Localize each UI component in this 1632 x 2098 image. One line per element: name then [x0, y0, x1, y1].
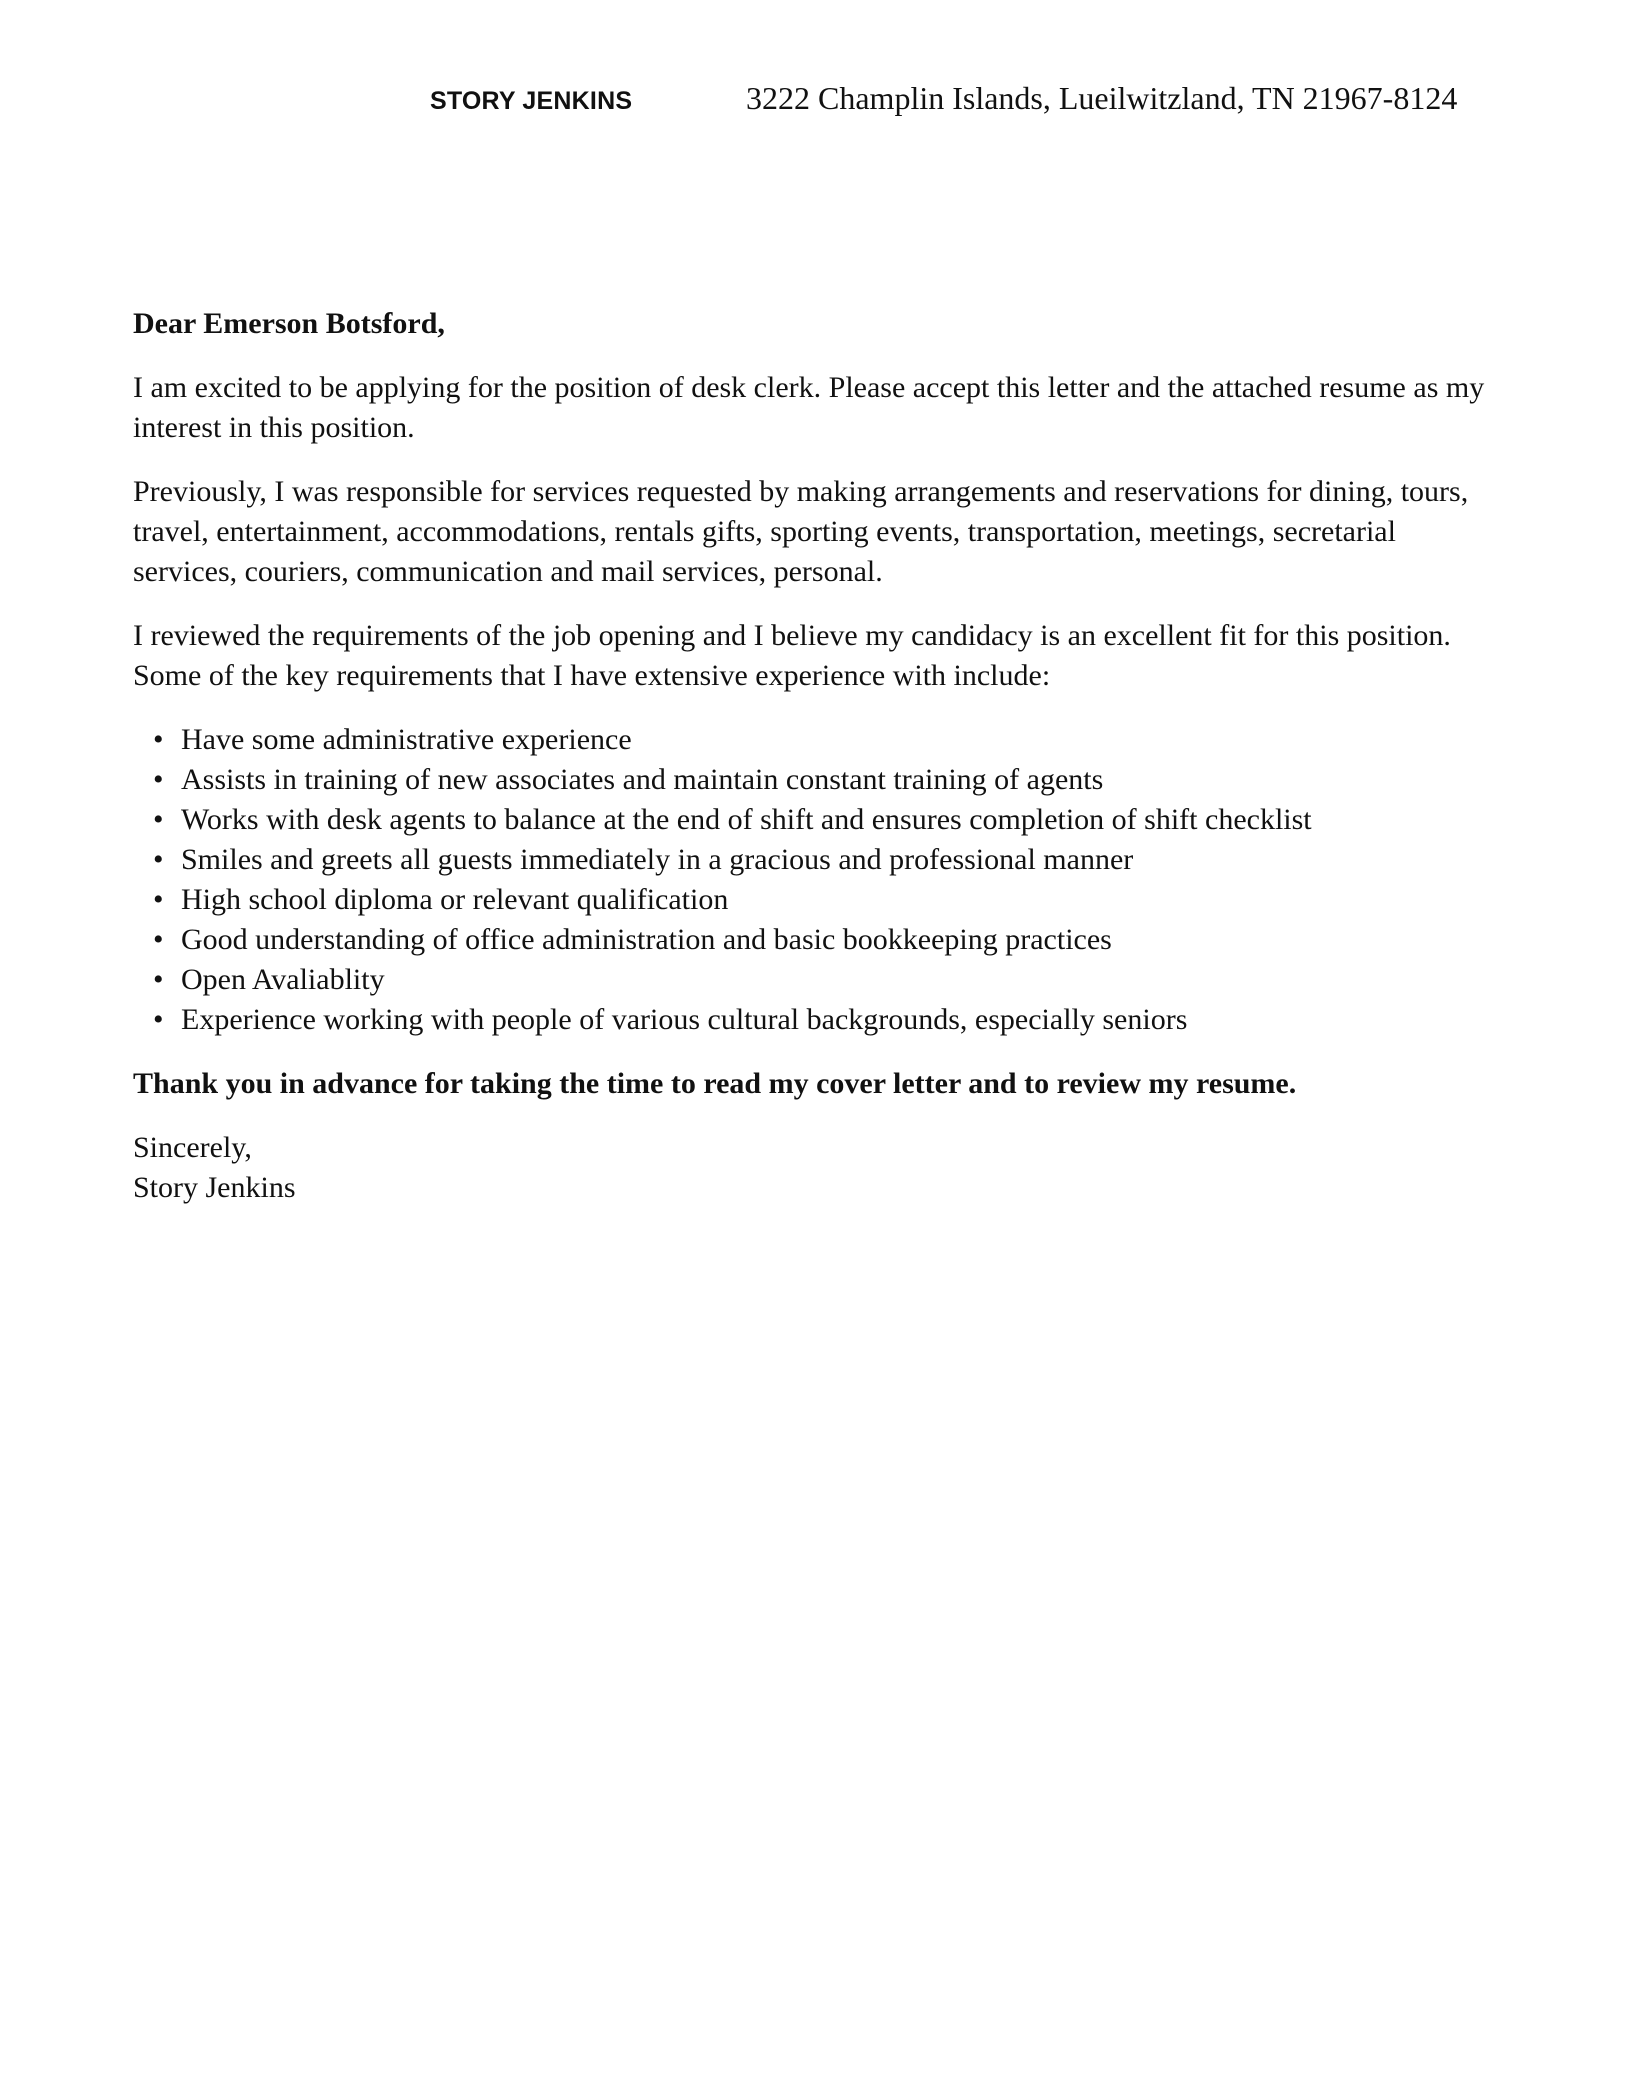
requirement-text: Smiles and greets all guests immediately in a gracious and professional manner — [181, 843, 1134, 876]
letter-body — [133, 304, 1503, 1232]
applicant-address: 3222 Champlin Islands, Lueilwitzland, TN 21967-8124 — [746, 80, 1458, 116]
bullet-icon: • — [153, 1003, 164, 1036]
requirement-text: Good understanding of office administration and basic bookkeeping practices — [181, 923, 1112, 956]
bullet-icon: • — [153, 963, 164, 996]
list-item — [133, 840, 1503, 880]
requirement-text: Have some administrative experience — [181, 723, 632, 756]
paragraph-intro: I am excited to be applying for the position of desk clerk. Please accept this letter and the attached resume as my interest in this position. — [133, 371, 1485, 444]
bullet-icon: • — [153, 803, 164, 836]
thanks-paragraph: Thank you in advance for taking the time to read my cover letter and to review my resume. — [133, 1067, 1297, 1100]
list-item — [133, 800, 1503, 840]
requirement-text: High school diploma or relevant qualification — [181, 883, 729, 916]
list-item — [133, 920, 1503, 960]
bullet-icon: • — [153, 763, 164, 796]
closing-word: Sincerely, — [133, 1131, 252, 1164]
requirement-text: Open Avaliablity — [181, 963, 385, 996]
requirement-text: Experience working with people of various cultural backgrounds, especially seniors — [181, 1003, 1188, 1036]
list-item — [133, 1000, 1503, 1040]
list-item — [133, 880, 1503, 920]
list-item — [133, 720, 1503, 760]
requirement-text: Works with desk agents to balance at the end of shift and ensures completion of shift checklist — [181, 803, 1312, 836]
requirement-text: Assists in training of new associates and maintain constant training of agents — [181, 763, 1104, 796]
list-item — [133, 760, 1503, 800]
signature-name: Story Jenkins — [133, 1171, 296, 1204]
bullet-icon: • — [153, 723, 164, 756]
bullet-icon: • — [153, 843, 164, 876]
paragraph-experience: Previously, I was responsible for services requested by making arrangements and reservations for dining, tours, travel, entertainment, accommodations, rentals gifts, sporting events, transportation, meetings, secretarial services, couriers, communication and mail services, personal. — [133, 475, 1469, 588]
applicant-name: STORY JENKINS — [430, 87, 633, 115]
letter-header — [0, 78, 1632, 128]
list-item — [133, 960, 1503, 1000]
signoff — [133, 1128, 1503, 1208]
paragraph-requirements-intro: I reviewed the requirements of the job opening and I believe my candidacy is an excellent fit for this position. Some of the key requirements that I have extensive experience with include: — [133, 619, 1451, 692]
bullet-icon: • — [153, 883, 164, 916]
salutation: Dear Emerson Botsford, — [133, 307, 445, 340]
bullet-icon: • — [153, 923, 164, 956]
requirements-list — [133, 720, 1503, 1040]
